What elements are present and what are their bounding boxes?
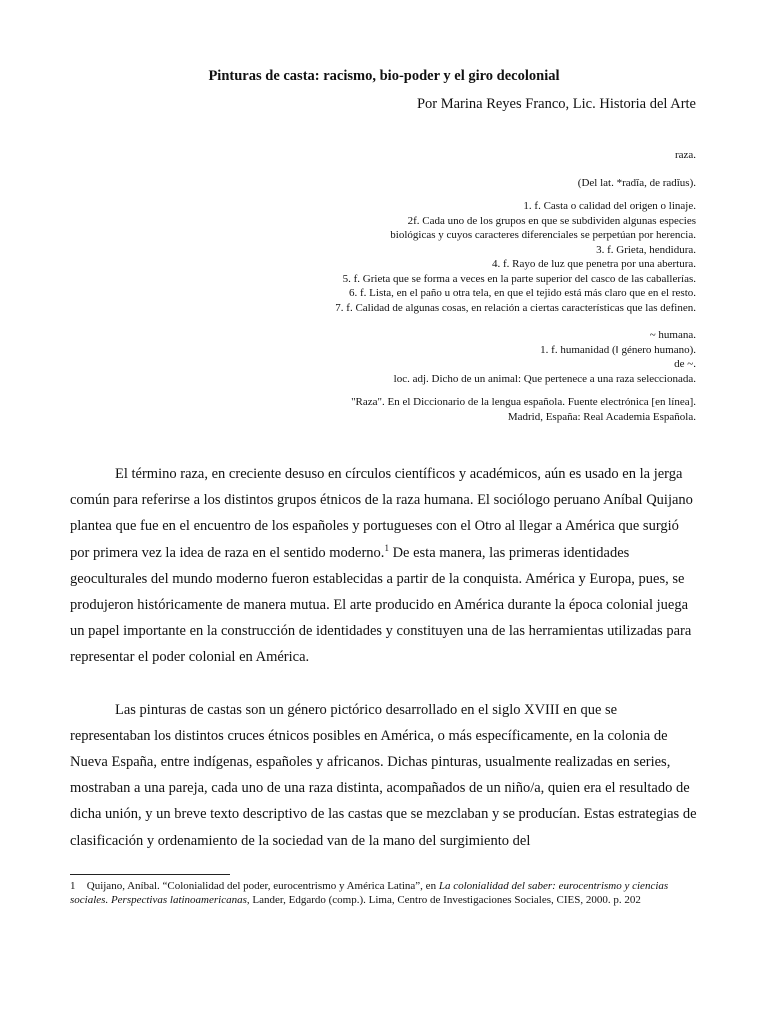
dict-phrase-definition: loc. adj. Dicho de un animal: Que pertenece a una raza seleccionada. — [393, 372, 696, 385]
footnote-book-title: La colonialidad del saber: eurocentrismo y ciencias sociales. Perspectivas latinoamericanas — [70, 880, 669, 906]
dict-sense: 2f. Cada uno de los grupos en que se subdividen algunas especies — [407, 214, 696, 227]
footnote-text: Quijano, Aníbal. “Colonialidad del poder, eurocentrismo y América Latina”, en — [86, 880, 439, 892]
page-title: Pinturas de casta: racismo, bio-poder y el giro decolonial — [208, 68, 560, 84]
dictionary-epigraph — [136, 148, 696, 424]
dict-phrase-definition: 1. f. humanidad (‖ género humano). — [540, 343, 696, 356]
dict-sense: 7. f. Calidad de algunas cosas, en relación a ciertas características que las definen. — [335, 301, 696, 314]
dict-sense: 5. f. Grieta que se forma a veces en la parte superior del casco de las caballerías. — [342, 272, 696, 285]
author-line: Por Marina Reyes Franco, Lic. Historia del Arte — [416, 96, 696, 112]
footnote-text: , Lander, Edgardo (comp.). Lima, Centro de Investigaciones Sociales, CIES, 2000. p. 202 — [246, 893, 641, 906]
paragraph — [70, 461, 698, 671]
dict-sense: 1. f. Casta o calidad del origen o linaje. — [523, 200, 696, 212]
footnote-reference[interactable]: 1 — [384, 542, 389, 553]
dict-sense: biológicas y cuyos caracteres diferenciales se perpetúan por herencia. — [390, 229, 696, 241]
dict-etymology: (Del lat. *radĭa, de radĭus). — [577, 176, 696, 189]
dict-sense: 4. f. Rayo de luz que penetra por una abertura. — [491, 258, 696, 270]
dict-headword: raza. — [674, 149, 696, 161]
footnote-separator — [70, 874, 230, 875]
dict-source: "Raza". En el Diccionario de la lengua española. Fuente electrónica [en línea]. — [351, 396, 696, 408]
paragraph-text: De esta manera, las primeras identidades geoculturales del mundo moderno fueron establecidas a partir de la conquista. América y Europa, pues, se produjeron históricamente de manera mutua. El arte producido en América durante la época colonial juega un papel importante en la construcción de identidades y constituyen una de las herramientas utilizadas para representar el poder colonial en América. — [70, 544, 692, 666]
footnote-number: 1 — [70, 880, 76, 892]
paragraph: Las pinturas de castas son un género pictórico desarrollado en el siglo XVIII en que se representaban los distintos cruces étnicos posibles en América, o más específicamente, en la colonia de Nueva España, entre indígenas, españoles y africanos. Dichas pinturas, usualmente realizadas en series, mostraban a una pareja, cada uno de una raza distinta, acompañados de un niño/a, quien era el resultado de dicha unión, y un breve texto descriptivo de las castas que se mezclaban y se producían. Estas estrategias de clasificación y ordenamiento de la sociedad van de la mano del surgimiento del — [70, 701, 697, 849]
dict-sense: 3. f. Grieta, hendidura. — [596, 243, 696, 256]
body-text — [70, 461, 698, 854]
dict-source: Madrid, España: Real Academia Española. — [507, 410, 696, 423]
dict-sense: 6. f. Lista, en el paño u otra tela, en que el tejido está más claro que en el resto. — [349, 287, 696, 299]
dict-phrase: ~ humana. — [649, 329, 696, 341]
paragraph-text: El término raza, en creciente desuso en círculos científicos y académicos, aún es usado en la jerga común para referirse a los distintos grupos étnicos de la raza humana. El sociólogo peruano Aníbal Quijano plantea que fue en el encuentro de los españoles y portugueses con el Otro al llegar a América que surgió por primera vez la idea de raza en el sentido moderno. — [70, 466, 693, 561]
dict-phrase: de ~. — [674, 358, 696, 370]
footnote — [70, 880, 700, 907]
